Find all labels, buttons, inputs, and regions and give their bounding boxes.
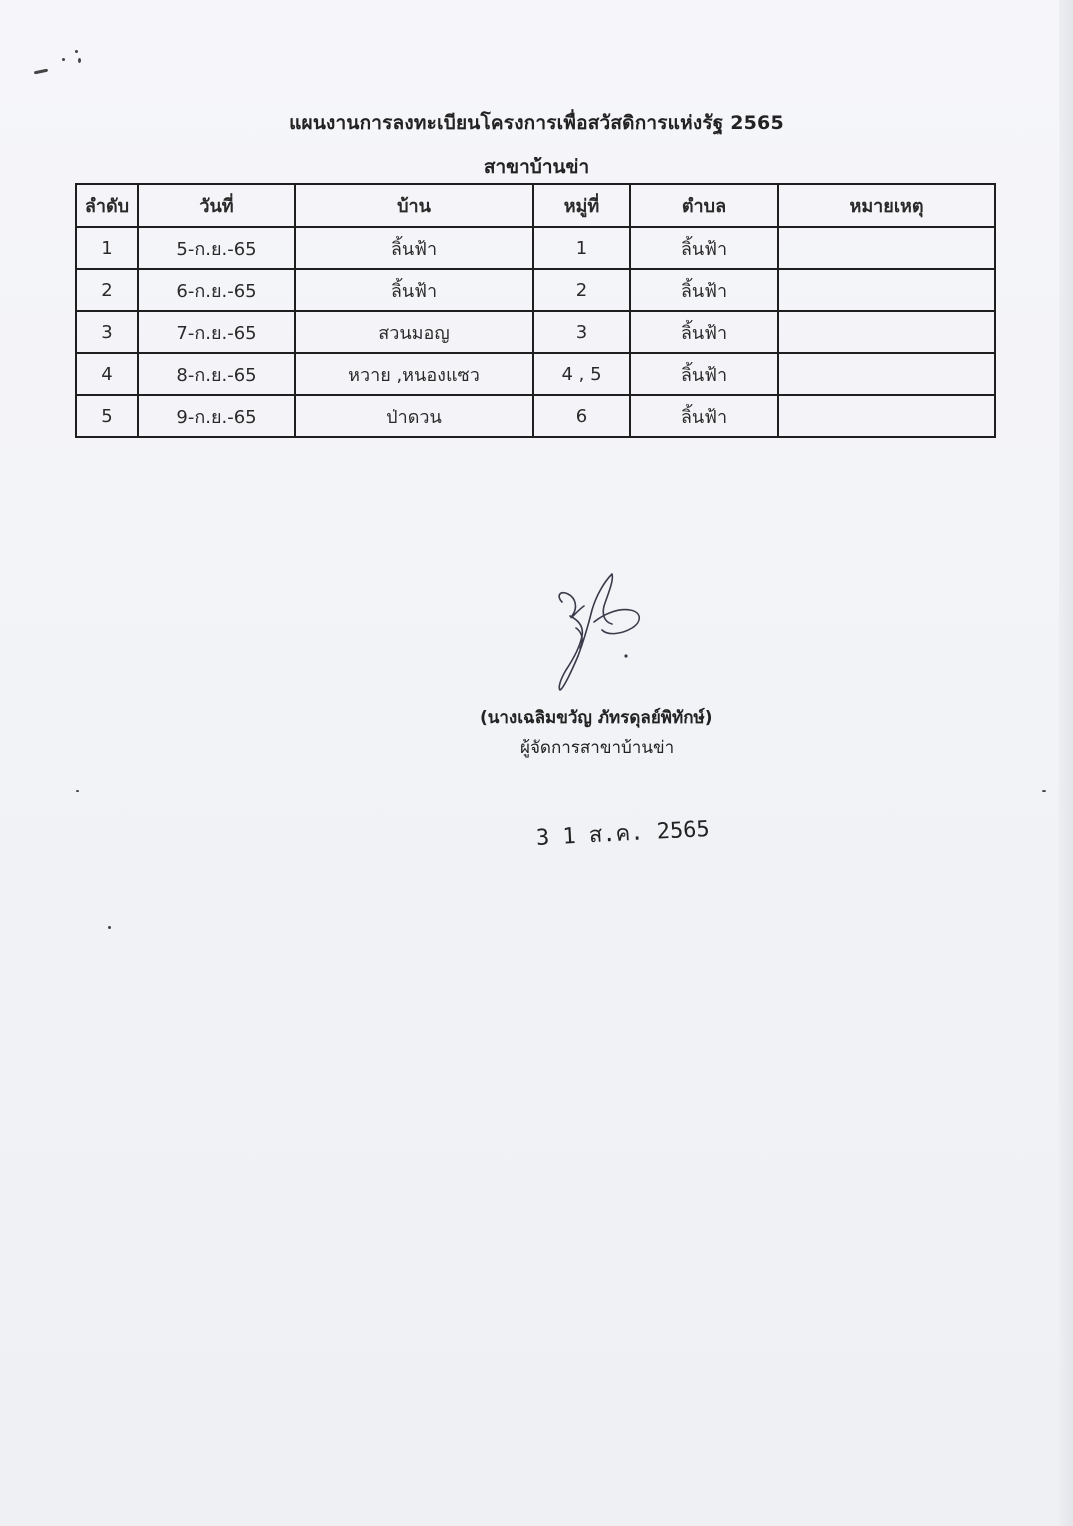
table-row: [76, 269, 995, 311]
table-row: [76, 395, 995, 437]
cell-village: ป่าดวน: [295, 395, 533, 437]
paper-mark: [76, 790, 79, 792]
cell-date: 5-ก.ย.-65: [138, 227, 295, 269]
cell-village: หวาย ,หนองแซว: [295, 353, 533, 395]
handwritten-signature: [548, 570, 658, 695]
table-row: [76, 311, 995, 353]
header-moo: หมู่ที่: [533, 184, 630, 227]
cell-order: 4: [76, 353, 138, 395]
cell-date: 7-ก.ย.-65: [138, 311, 295, 353]
table-header-row: [76, 184, 995, 227]
cell-tambon: ลิ้นฟ้า: [630, 227, 778, 269]
cell-order: 1: [76, 227, 138, 269]
header-remark: หมายเหตุ: [778, 184, 995, 227]
registration-schedule-table: [75, 183, 996, 438]
cell-tambon: ลิ้นฟ้า: [630, 311, 778, 353]
signer-position: ผู้จัดการสาขาบ้านข่า: [520, 738, 675, 758]
paper-mark: [75, 50, 78, 53]
cell-tambon: ลิ้นฟ้า: [630, 353, 778, 395]
cell-village: ลิ้นฟ้า: [295, 227, 533, 269]
cell-tambon: ลิ้นฟ้า: [630, 395, 778, 437]
table-row: [76, 227, 995, 269]
header-village: บ้าน: [295, 184, 533, 227]
cell-moo: 4 , 5: [533, 353, 630, 395]
paper-mark: [1042, 790, 1046, 792]
paper-mark: [62, 58, 65, 61]
header-tambon: ตำบล: [630, 184, 778, 227]
cell-remark: [778, 311, 995, 353]
cell-remark: [778, 353, 995, 395]
document-title: แผนงานการลงทะเบียนโครงการเพื่อสวัสดิการแห่งรัฐ 2565: [289, 112, 784, 134]
table-row: [76, 353, 995, 395]
cell-moo: 6: [533, 395, 630, 437]
cell-date: 8-ก.ย.-65: [138, 353, 295, 395]
paper-mark: [78, 58, 81, 63]
cell-village: สวนมอญ: [295, 311, 533, 353]
cell-remark: [778, 395, 995, 437]
header-order: ลำดับ: [76, 184, 138, 227]
signer-name: (นางเฉลิมขวัญ ภัทรดุลย์พิทักษ์): [480, 708, 713, 728]
cell-date: 6-ก.ย.-65: [138, 269, 295, 311]
cell-order: 2: [76, 269, 138, 311]
cell-village: ลิ้นฟ้า: [295, 269, 533, 311]
cell-tambon: ลิ้นฟ้า: [630, 269, 778, 311]
cell-moo: 3: [533, 311, 630, 353]
cell-remark: [778, 227, 995, 269]
branch-subtitle: สาขาบ้านข่า: [483, 156, 590, 178]
cell-order: 5: [76, 395, 138, 437]
paper-mark: [108, 926, 111, 929]
header-date: วันที่: [138, 184, 295, 227]
cell-moo: 1: [533, 227, 630, 269]
cell-date: 9-ก.ย.-65: [138, 395, 295, 437]
page-edge-shadow: [1059, 0, 1073, 1526]
date-stamp: 3 1 ส.ค. 2565: [535, 816, 711, 851]
cell-moo: 2: [533, 269, 630, 311]
cell-remark: [778, 269, 995, 311]
cell-order: 3: [76, 311, 138, 353]
